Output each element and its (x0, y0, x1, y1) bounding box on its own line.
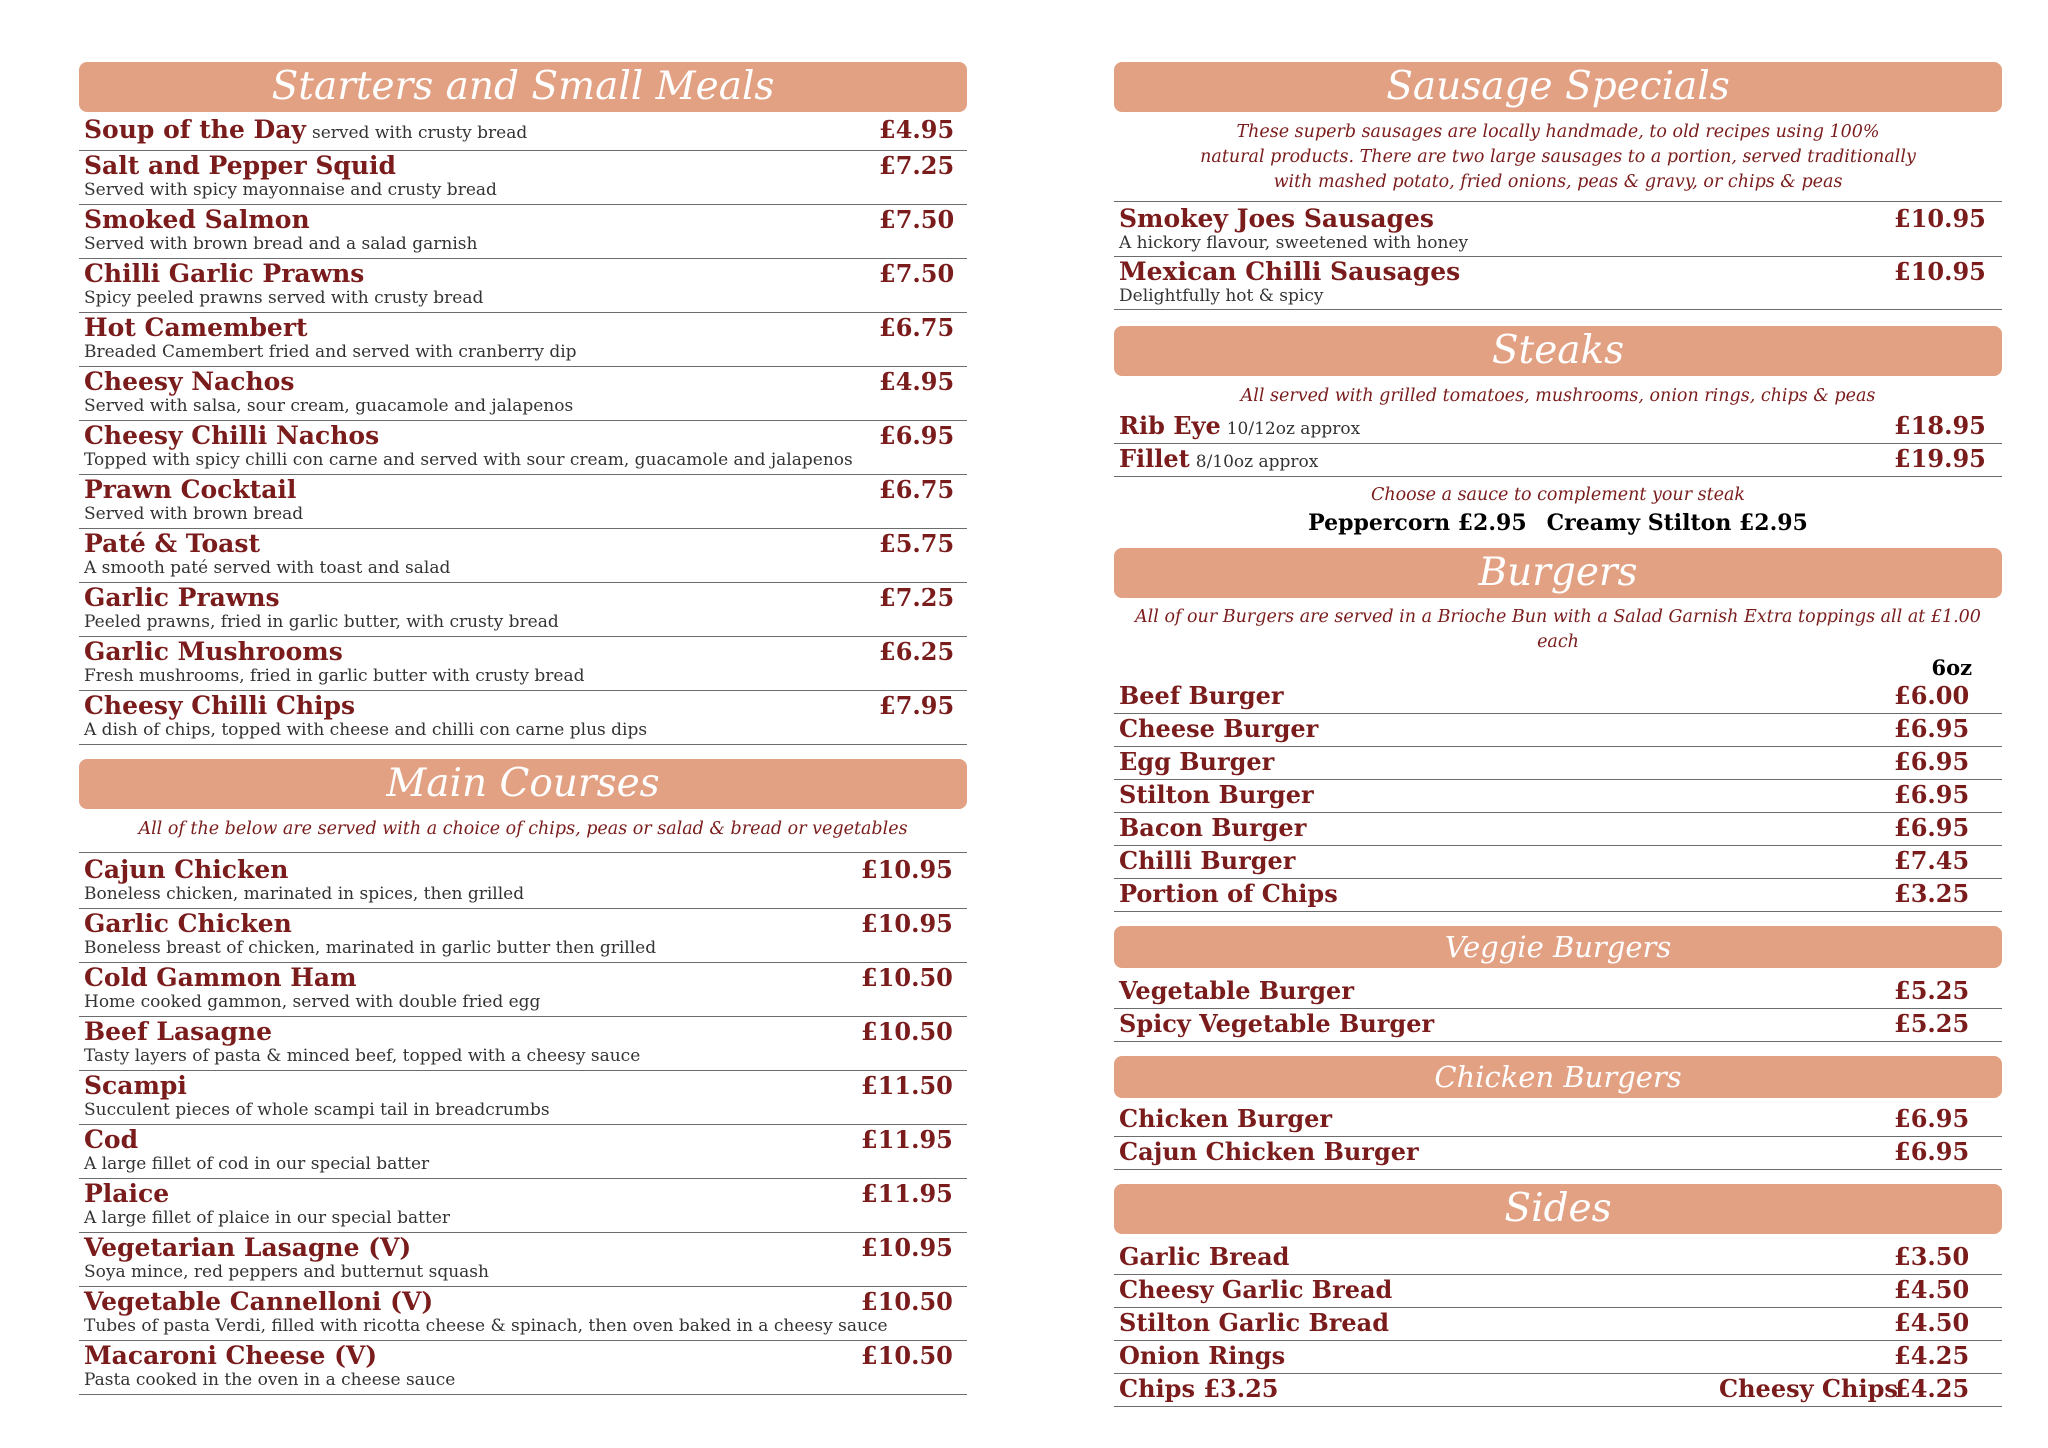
item-name: Garlic Prawns (84, 583, 280, 612)
steaks-list (1114, 411, 2002, 477)
menu-item (79, 259, 967, 313)
item-name: Rib Eye (1119, 411, 1221, 440)
item-price: £3.25 (1894, 879, 1970, 908)
item-description: A large fillet of cod in our special batter (84, 1154, 430, 1174)
sausage-note-line: natural products. There are two large sausages to a portion, served traditionally (1200, 147, 1916, 167)
item-description: Succulent pieces of whole scampi tail in breadcrumbs (84, 1100, 550, 1120)
item-name: Garlic Chicken (84, 909, 292, 938)
mains-list (79, 852, 967, 1395)
item-name: Portion of Chips (1119, 879, 1338, 908)
item-name: Cod (84, 1125, 139, 1154)
item-price: £6.75 (879, 313, 955, 342)
item-name: Cheesy Chilli Chips (84, 691, 356, 720)
menu-item (1114, 204, 2002, 257)
item-name: Salt and Pepper Squid (84, 151, 397, 180)
menu-item (1114, 813, 2002, 846)
starters-list (79, 115, 967, 745)
mains-note: All of the below are served with a choice of chips, peas or salad & bread or vegetables (138, 819, 908, 839)
item-price: £3.50 (1894, 1242, 1970, 1271)
item-name: Chicken Burger (1119, 1104, 1333, 1133)
item-description: A dish of chips, topped with cheese and chilli con carne plus dips (84, 720, 648, 740)
item-name: Smoked Salmon (84, 205, 310, 234)
item-name: Cold Gammon Ham (84, 963, 357, 992)
item-description: Tasty layers of pasta & minced beef, topped with a cheesy sauce (84, 1046, 641, 1066)
item-price: £10.50 (861, 963, 953, 992)
item-price: £5.25 (1894, 976, 1970, 1005)
menu-item (79, 115, 967, 151)
item-price: £7.50 (879, 259, 955, 288)
menu-item (79, 313, 967, 367)
menu-item (1114, 714, 2002, 747)
menu-item (1114, 1275, 2002, 1308)
menu-item (79, 1017, 967, 1071)
item-price: £6.95 (1894, 780, 1970, 809)
veggie-burgers-heading: Veggie Burgers (1114, 926, 2002, 968)
item-description: Peeled prawns, fried in garlic butter, with crusty bread (84, 612, 559, 632)
item-name: Cheesy Nachos (84, 367, 295, 396)
item-name: Beef Burger (1119, 681, 1284, 710)
item-description: Served with brown bread and a salad garnish (84, 234, 478, 254)
item-name: Egg Burger (1119, 747, 1275, 776)
menu-item (79, 583, 967, 637)
item-description: Delightfully hot & spicy (1119, 286, 1324, 306)
item-price: £4.50 (1894, 1275, 1970, 1304)
item-price: £4.50 (1894, 1308, 1970, 1337)
item-name: Stilton Burger (1119, 780, 1314, 809)
menu-item (79, 421, 967, 475)
item-price: £4.25 (1894, 1341, 1970, 1370)
item-name: Paté & Toast (84, 529, 260, 558)
item-name: Stilton Garlic Bread (1119, 1308, 1389, 1337)
menu-item (79, 1287, 967, 1341)
item-description: Served with brown bread (84, 504, 304, 524)
item-description: Topped with spicy chilli con carne and served with sour cream, guacamole and jalapenos (84, 450, 853, 470)
item-note: served with crusty bread (311, 123, 528, 143)
item-description: Fresh mushrooms, fried in garlic butter with crusty bread (84, 666, 585, 686)
item-description: Soya mince, red peppers and butternut squash (84, 1262, 489, 1282)
item-price: £10.95 (861, 1233, 953, 1262)
menu-item (1114, 976, 2002, 1009)
item-name: Prawn Cocktail (84, 475, 297, 504)
menu-item (79, 1341, 967, 1395)
item-price: £6.95 (1894, 1137, 1970, 1166)
item-description: Boneless breast of chicken, marinated in garlic butter then grilled (84, 938, 657, 958)
sauce-option: Creamy Stilton £2.95 (1546, 510, 1808, 536)
menu-item (79, 475, 967, 529)
item-note: 10/12oz approx (1226, 419, 1361, 439)
item-price: £6.95 (1894, 747, 1970, 776)
item-description: Pasta cooked in the oven in a cheese sauce (84, 1370, 456, 1390)
menu-item (1114, 1242, 2002, 1275)
item-name: Cheesy Chilli Nachos (84, 421, 380, 450)
item-price: £6.00 (1894, 681, 1970, 710)
sausage-note-line: with mashed potato, fried onions, peas & gravy, or chips & peas (1273, 172, 1843, 192)
item-name: Bacon Burger (1119, 813, 1307, 842)
menu-item (79, 963, 967, 1017)
chicken-burgers-heading: Chicken Burgers (1114, 1056, 2002, 1098)
item-price: £6.25 (879, 637, 955, 666)
item-price: £7.95 (879, 691, 955, 720)
item-price: £19.95 (1894, 444, 1986, 473)
steaks-heading: Steaks (1114, 326, 2002, 376)
menu-item (79, 1179, 967, 1233)
menu-item (79, 1233, 967, 1287)
item-name: Mexican Chilli Sausages (1119, 257, 1461, 286)
item-price: £7.25 (879, 151, 955, 180)
item-description: Breaded Camembert fried and served with cranberry dip (84, 342, 577, 362)
sausage-heading: Sausage Specials (1114, 62, 2002, 112)
item-name: Plaice (84, 1179, 170, 1208)
sauce-note: Choose a sauce to complement your steak (1370, 485, 1746, 505)
menu-item (79, 909, 967, 963)
menu-item (1114, 257, 2002, 310)
item-name: Cheese Burger (1119, 714, 1319, 743)
item-description: A hickory flavour, sweetened with honey (1119, 233, 1469, 253)
veggie-burgers-list (1114, 976, 2002, 1042)
item-name: Chilli Garlic Prawns (84, 259, 365, 288)
menu-item (79, 1125, 967, 1179)
sides-heading: Sides (1114, 1184, 2002, 1234)
menu-item (79, 1071, 967, 1125)
item-name: Smokey Joes Sausages (1119, 204, 1434, 233)
item-name: Chips £3.25 (1119, 1374, 1279, 1403)
menu-item (79, 205, 967, 259)
menu-item (79, 691, 967, 745)
item-price: £5.75 (879, 529, 955, 558)
item-price: £6.95 (1894, 714, 1970, 743)
menu-item (1114, 879, 2002, 912)
item-price: £18.95 (1894, 411, 1986, 440)
item-price: £10.95 (1894, 257, 1986, 286)
starters-heading: Starters and Small Meals (79, 62, 967, 112)
sauce-options (1114, 508, 2002, 538)
item-price: £6.95 (1894, 813, 1970, 842)
menu-item (1114, 444, 2002, 477)
item-description: Home cooked gammon, served with double fried egg (84, 992, 541, 1012)
item-description: Served with spicy mayonnaise and crusty bread (84, 180, 497, 200)
item-name: Cheesy Garlic Bread (1119, 1275, 1393, 1304)
item-price: £11.95 (861, 1125, 953, 1154)
item-name: Vegetable Burger (1119, 976, 1354, 1005)
sausage-note-line: These superb sausages are locally handmade, to old recipes using 100% (1236, 122, 1880, 142)
item-price: £4.95 (879, 367, 955, 396)
item-name: Scampi (84, 1071, 187, 1100)
item-price: £5.25 (1894, 1009, 1970, 1038)
burgers-list (1114, 681, 2002, 912)
menu-item (1114, 846, 2002, 879)
menu-item (1114, 411, 2002, 444)
chicken-burgers-list (1114, 1104, 2002, 1170)
item-price: £11.95 (861, 1179, 953, 1208)
sausage-list (1114, 201, 2002, 310)
item-description: Tubes of pasta Verdi, filled with ricotta cheese & spinach, then oven baked in a cheesy sauce (84, 1316, 888, 1336)
menu-item (1114, 1009, 2002, 1042)
item-name: Fillet (1119, 444, 1190, 473)
item-name: Garlic Mushrooms (84, 637, 343, 666)
sauce-option: Peppercorn £2.95 (1308, 510, 1527, 536)
menu-item (79, 367, 967, 421)
item-name: Chilli Burger (1119, 846, 1296, 875)
menu-item (1114, 780, 2002, 813)
item-price: £10.50 (861, 1017, 953, 1046)
menu-item (1114, 681, 2002, 714)
item-description: Served with salsa, sour cream, guacamole and jalapenos (84, 396, 574, 416)
item-description: Spicy peeled prawns served with crusty bread (84, 288, 484, 308)
item-price: £4.25 (1894, 1374, 1970, 1403)
item-name: Onion Rings (1119, 1341, 1286, 1370)
sides-list (1114, 1242, 2002, 1407)
item-price: £10.50 (861, 1287, 953, 1316)
steaks-note: All served with grilled tomatoes, mushrooms, onion rings, chips & peas (1240, 386, 1876, 406)
size-label: 6oz (1931, 655, 1972, 680)
item-price: £6.95 (879, 421, 955, 450)
mains-heading: Main Courses (79, 759, 967, 809)
menu-item (1114, 1341, 2002, 1374)
item-name: Cheesy Chips (1719, 1374, 1898, 1403)
item-price: £7.45 (1894, 846, 1970, 875)
item-price: £7.50 (879, 205, 955, 234)
menu-item (79, 529, 967, 583)
item-description: A smooth paté served with toast and salad (84, 558, 451, 578)
item-name: Spicy Vegetable Burger (1119, 1009, 1435, 1038)
item-note: 8/10oz approx (1195, 452, 1319, 472)
menu-item (1114, 1374, 2002, 1407)
menu-item (79, 855, 967, 909)
item-price: £10.95 (1894, 204, 1986, 233)
item-price: £10.95 (861, 855, 953, 884)
item-name: Garlic Bread (1119, 1242, 1290, 1271)
burgers-heading: Burgers (1114, 548, 2002, 598)
item-price: £10.50 (861, 1341, 953, 1370)
item-name: Vegetable Cannelloni (V) (84, 1287, 434, 1316)
item-price: £4.95 (879, 115, 955, 144)
menu-item (1114, 1308, 2002, 1341)
item-price: £10.95 (861, 909, 953, 938)
item-description: A large fillet of plaice in our special batter (84, 1208, 451, 1228)
menu-item (1114, 747, 2002, 780)
item-name: Macaroni Cheese (V) (84, 1341, 378, 1370)
sausage-note (1114, 120, 2002, 195)
item-description: Boneless chicken, marinated in spices, then grilled (84, 884, 525, 904)
menu-item (79, 637, 967, 691)
item-price: £6.95 (1894, 1104, 1970, 1133)
menu-item (1114, 1137, 2002, 1170)
item-price: £7.25 (879, 583, 955, 612)
item-name: Cajun Chicken (84, 855, 289, 884)
item-name: Beef Lasagne (84, 1017, 273, 1046)
burgers-note: All of our Burgers are served in a Brioche Bun with a Salad Garnish Extra toppings all at £1.00 each (1135, 607, 1981, 652)
item-name: Hot Camembert (84, 313, 308, 342)
item-price: £6.75 (879, 475, 955, 504)
item-name: Soup of the Day (84, 115, 306, 144)
item-name: Vegetarian Lasagne (V) (84, 1233, 412, 1262)
menu-item (1114, 1104, 2002, 1137)
item-name: Cajun Chicken Burger (1119, 1137, 1419, 1166)
item-price: £11.50 (861, 1071, 953, 1100)
menu-item (79, 151, 967, 205)
